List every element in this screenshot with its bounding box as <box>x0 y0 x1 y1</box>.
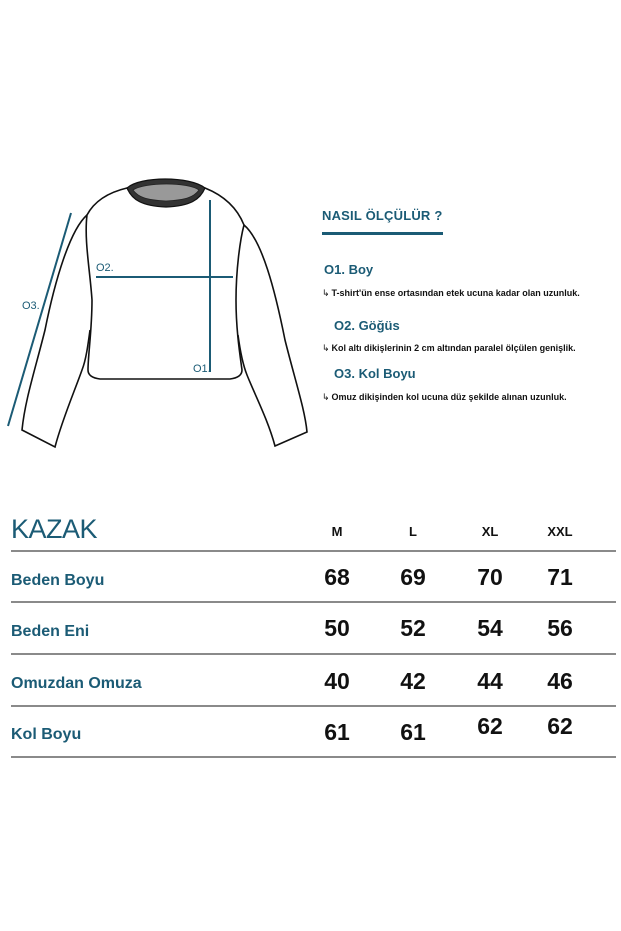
row-label-kol-boyu: Kol Boyu <box>11 726 82 743</box>
how-to-measure <box>322 208 621 402</box>
size-header-xxl: XXL <box>547 524 573 539</box>
table-cell: 40 <box>324 668 350 694</box>
divider <box>11 756 616 758</box>
table-cell: 50 <box>324 615 350 641</box>
table-cell: 54 <box>477 615 503 641</box>
how-to-measure-title: NASIL ÖLÇÜLÜR ? <box>322 208 443 223</box>
table-cell: 44 <box>477 668 503 694</box>
length-label: O1. <box>193 363 211 375</box>
size-header-m: M <box>331 524 343 539</box>
row-label-beden-eni: Beden Eni <box>11 623 90 640</box>
table-cell: 71 <box>547 564 573 590</box>
table-cell: 61 <box>400 719 426 745</box>
table-cell: 46 <box>547 668 573 694</box>
divider <box>11 601 616 603</box>
return-arrow-icon: ↳ <box>322 288 330 298</box>
divider <box>11 550 616 552</box>
table-cell: 62 <box>477 713 503 739</box>
row-label-omuzdan-omuza: Omuzdan Omuza <box>11 675 142 692</box>
size-header-xl: XL <box>481 524 499 539</box>
table-cell: 52 <box>400 615 426 641</box>
table-cell: 68 <box>324 564 350 590</box>
size-header-l: L <box>409 524 417 539</box>
return-arrow-icon: ↳ <box>322 343 330 353</box>
divider <box>11 653 616 655</box>
table-cell: 69 <box>400 564 426 590</box>
return-arrow-icon: ↳ <box>322 392 330 402</box>
step-2-title: O2. Göğüs <box>334 318 400 333</box>
table-cell: 56 <box>547 615 573 641</box>
table-cell: 70 <box>477 564 503 590</box>
sweater-diagram <box>0 170 320 460</box>
table-cell: 42 <box>400 668 426 694</box>
table-title: KAZAK <box>11 514 98 544</box>
table-cell: 61 <box>324 719 350 745</box>
step-3-desc: ↳ Omuz dikişinden kol ucuna düz şekilde alınan uzunluk. <box>322 392 567 402</box>
sweater-illustration <box>0 170 320 460</box>
sleeve-label: O3. <box>22 300 40 312</box>
step-1-title: O1. Boy <box>324 262 374 277</box>
row-label-beden-boyu: Beden Boyu <box>11 572 105 589</box>
step-1-desc: ↳ T-shirt'ün ense ortasından etek ucuna kadar olan uzunluk. <box>322 288 580 298</box>
table-cell: 62 <box>547 713 573 739</box>
chest-label: O2. <box>96 262 114 274</box>
title-underline <box>322 232 443 235</box>
step-2-desc: ↳ Kol altı dikişlerinin 2 cm altından paralel ölçülen genişlik. <box>322 343 576 353</box>
divider <box>11 705 616 707</box>
step-3-title: O3. Kol Boyu <box>334 366 416 381</box>
